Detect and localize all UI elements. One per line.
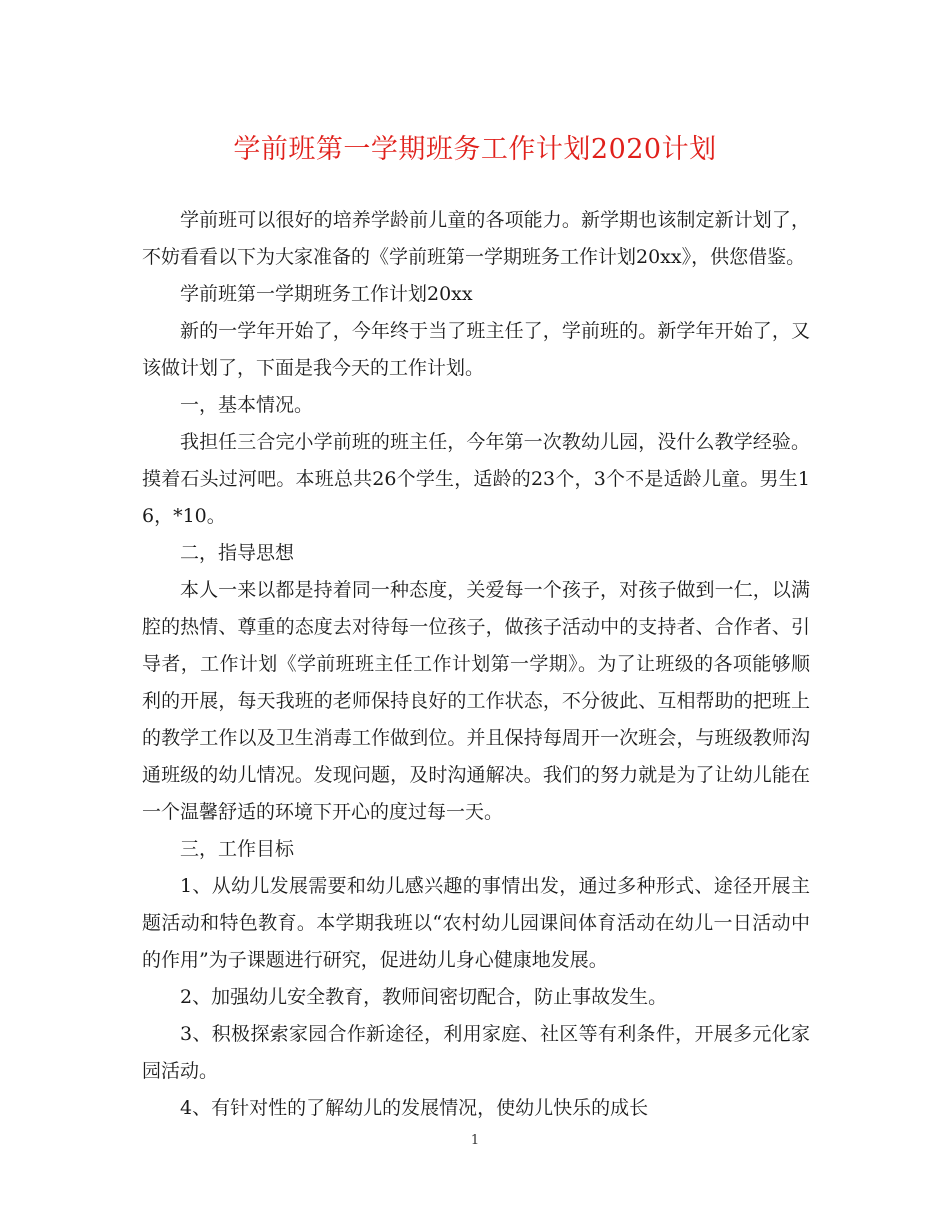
paragraph-subtitle: 学前班第一学期班务工作计划20xx xyxy=(180,283,473,305)
page-number: 1 xyxy=(470,1133,480,1148)
paragraph-basic-situation: 我担任三合完小学前班的班主任，今年第一次教幼儿园，没什么教学经验。摸着石头过河吧。本班总共26个学生，适龄的23个，3个不是适龄儿童。男生16，*10。 xyxy=(142,431,810,527)
list-item-goal-2: 2、加强幼儿安全教育，教师间密切配合，防止事故发生。 xyxy=(180,986,668,1008)
document-body xyxy=(142,202,810,1127)
section-heading-work-goals: 三，工作目标 xyxy=(180,838,295,860)
list-item-goal-1: 1、从幼儿发展需要和幼儿感兴趣的事情出发，通过多种形式、途径开展主题活动和特色教育。本学期我班以“农村幼儿园课间体育活动在幼儿一日活动中的作用”为子课题进行研究，促进幼儿身心健康地发展。 xyxy=(142,875,810,971)
document-title: 学前班第一学期班务工作计划2020计划 xyxy=(233,134,717,165)
list-item-goal-3: 3、积极探索家园合作新途径，利用家庭、社区等有利条件，开展多元化家园活动。 xyxy=(142,1023,810,1082)
list-item-goal-4: 4、有针对性的了解幼儿的发展情况，使幼儿快乐的成长 xyxy=(180,1097,649,1119)
paragraph-opening: 新的一学年开始了，今年终于当了班主任了，学前班的。新学年开始了，又该做计划了，下面是我今天的工作计划。 xyxy=(142,320,810,379)
paragraph-intro: 学前班可以很好的培养学龄前儿童的各项能力。新学期也该制定新计划了，不妨看看以下为大家准备的《学前班第一学期班务工作计划20xx》，供您借鉴。 xyxy=(142,209,810,268)
section-heading-basic-situation: 一，基本情况。 xyxy=(180,394,314,416)
paragraph-guiding-thought: 本人一来以都是持着同一种态度，关爱每一个孩子，对孩子做到一仁，以满腔的热情、尊重的态度去对待每一位孩子，做孩子活动中的支持者、合作者、引导者，工作计划《学前班班主任工作计划第一学期》。为了让班级的各项能够顺利的开展，每天我班的老师保持良好的工作状态，不分彼此、互相帮助的把班上的教学工作以及卫生消毒工作做到位。并且保持每周开一次班会，与班级教师沟通班级的幼儿情况。发现问题，及时沟通解决。我们的努力就是为了让幼儿能在一个温馨舒适的环境下开心的度过每一天。 xyxy=(142,579,810,823)
section-heading-guiding-thought: 二，指导思想 xyxy=(180,542,295,564)
